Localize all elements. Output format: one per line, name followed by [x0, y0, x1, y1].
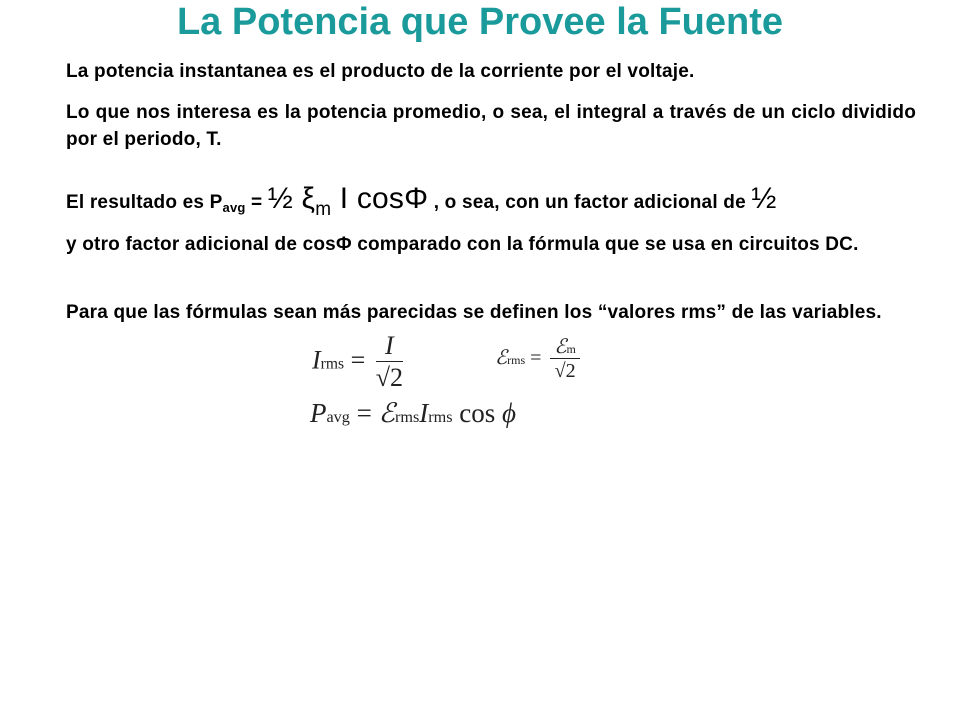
paragraph-instantaneous-power: La potencia instantanea es el producto de la corriente por el voltaje. — [66, 61, 695, 82]
irms-fraction — [376, 332, 403, 393]
formula-pavg — [310, 398, 516, 429]
paragraph-cos-factor: y otro factor adicional de cosΦ comparado con la fórmula que se usa en circuitos DC. — [66, 234, 859, 255]
pavg-lhs: P — [310, 398, 327, 428]
equals-sign: = — [245, 192, 268, 213]
irms-lhs-subscript: rms — [320, 355, 345, 373]
paragraph-average-power: Lo que nos interesa es la potencia promedio, o sea, el integral a través de un ciclo dividido por el periodo, T. — [66, 102, 916, 150]
half-factor: ½ — [751, 182, 777, 215]
result-expression-b: I cosΦ — [331, 182, 429, 215]
pavg-emf: ℰ — [378, 398, 395, 428]
pavg-phi: ϕ — [502, 398, 517, 428]
irms-denominator: √2 — [375, 362, 404, 392]
paragraph-result — [66, 176, 916, 233]
formula-erms — [495, 336, 580, 383]
result-prefix: El resultado es P — [66, 192, 223, 213]
avg-subscript: avg — [222, 200, 246, 215]
erms-lhs: ℰ — [495, 347, 508, 370]
irms-lhs: I — [312, 345, 321, 375]
paragraph-rms-values: Para que las fórmulas sean más parecidas se definen los “valores rms” de las variables. — [66, 302, 882, 323]
erms-numerator-symbol: ℰ — [554, 336, 567, 358]
pavg-current-subscript: rms — [428, 408, 453, 426]
erms-numerator-subscript: m — [566, 342, 576, 356]
pavg-lhs-subscript: avg — [326, 408, 350, 426]
pavg-current: I — [419, 398, 429, 428]
slide-title: La Potencia que Provee la Fuente — [176, 1, 784, 43]
erms-equals: = — [525, 347, 547, 370]
pavg-equals: = — [349, 398, 379, 428]
m-subscript: m — [315, 199, 332, 220]
irms-numerator: I — [376, 332, 403, 362]
irms-equals: = — [344, 345, 372, 375]
erms-numerator — [550, 336, 579, 359]
pavg-emf-subscript: rms — [394, 408, 420, 426]
formula-irms — [312, 332, 403, 393]
result-suffix: , o sea, con un factor adicional de — [428, 192, 752, 213]
erms-denominator: √2 — [554, 360, 576, 382]
erms-lhs-subscript: rms — [507, 353, 526, 368]
pavg-cos: cos — [452, 398, 503, 428]
result-expression-a: ½ ξ — [267, 182, 316, 215]
erms-fraction — [550, 336, 579, 383]
